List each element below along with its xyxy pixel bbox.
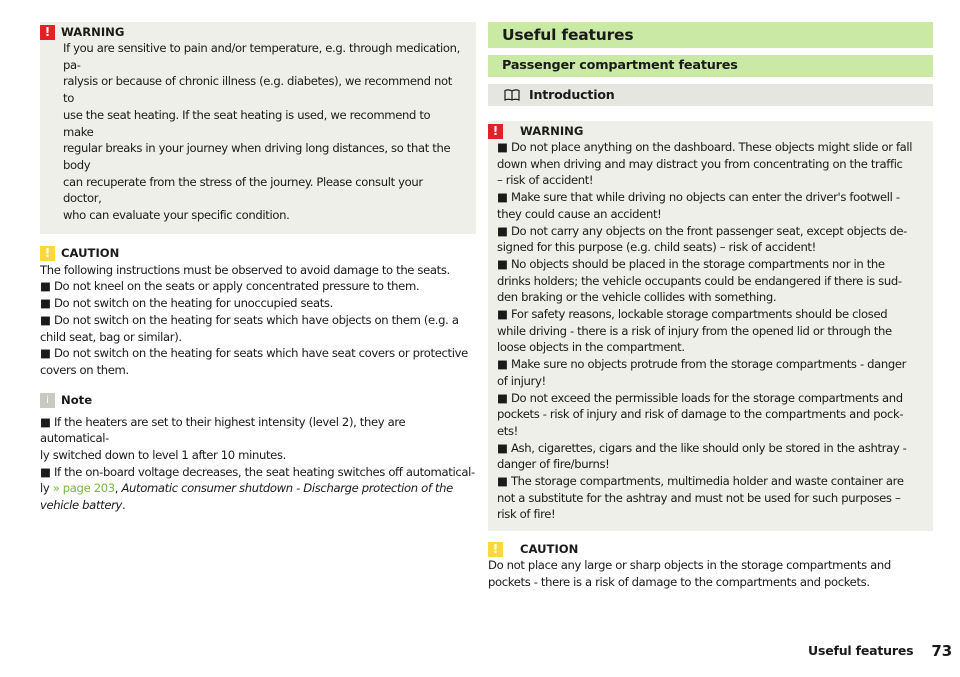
warning-text <box>63 40 464 224</box>
text-line: Do not place any large or sharp objects in the storage compartments and <box>488 558 891 573</box>
text-line: ■ Make sure no objects protrude from the storage compartments - danger <box>497 357 907 372</box>
text-line: – risk of accident! <box>497 173 594 188</box>
caution-title: CAUTION <box>61 246 120 261</box>
warning-header <box>488 123 921 139</box>
text-line: ■ If the on-board voltage decreases, the seat heating switches off automatical- <box>40 464 475 479</box>
exclamation-icon: ! <box>488 124 503 139</box>
text-line: ■ For safety reasons, lockable storage compartments should be closed <box>497 307 888 322</box>
text-line <box>40 497 476 514</box>
warning-title: WARNING <box>61 24 125 39</box>
page-footer <box>808 643 952 660</box>
page-number: 73 <box>931 642 953 660</box>
note-text <box>40 414 476 514</box>
text-line: ■ Ash, cigarettes, cigars and the like should only be stored in the ashtray - <box>497 440 907 455</box>
text-line: covers on them. <box>40 362 129 377</box>
text-line: drinks holders; the vehicle occupants could be endangered if there is sud- <box>497 273 902 288</box>
caution-text <box>488 557 933 590</box>
warning-text <box>497 139 921 523</box>
subsection-title: Introduction <box>529 87 615 102</box>
text-line <box>40 480 476 497</box>
text-line: The following instructions must be observed to avoid damage to the seats. <box>40 262 450 277</box>
chapter-heading: Useful features <box>488 22 933 48</box>
left-column <box>40 22 476 514</box>
text-line: ■ Do not exceed the permissible loads for the storage compartments and <box>497 390 903 405</box>
text-line: ■ Do not switch on the heating for seats which have objects on them (e.g. a <box>40 312 459 327</box>
section-heading: Passenger compartment features <box>488 55 933 77</box>
caution-title: CAUTION <box>520 541 579 556</box>
text-fragment: . <box>122 498 126 513</box>
text-line: ■ Do not kneel on the seats or apply concentrated pressure to them. <box>40 279 420 294</box>
text-line: loose objects in the compartment. <box>497 340 685 355</box>
warning-box <box>488 121 933 531</box>
info-icon: i <box>40 393 55 408</box>
text-line: pockets - there is a risk of damage to the compartments and pockets. <box>488 574 870 589</box>
caution-icon: ! <box>40 246 55 261</box>
text-fragment: , <box>114 481 122 496</box>
text-line: ■ Do not place anything on the dashboard. These objects might slide or fall <box>497 140 913 154</box>
warning-title: WARNING <box>520 123 584 138</box>
exclamation-icon: ! <box>40 25 55 40</box>
text-line: of injury! <box>497 373 546 388</box>
caution-header <box>488 541 933 557</box>
text-line: child seat, bag or similar). <box>40 329 182 344</box>
text-line: danger of fire/burns! <box>497 457 610 472</box>
subsection-heading <box>488 84 933 106</box>
text-line: pockets - risk of injury and risk of damage to the compartments and pock- <box>497 407 904 422</box>
text-line: ■ The storage compartments, multimedia holder and waste container are <box>497 474 904 489</box>
text-line: ly switched down to level 1 after 10 minutes. <box>40 448 286 463</box>
text-line: ralysis or because of chronic illness (e.g. diabetes), we recommend not to <box>63 74 452 106</box>
text-line: who can evaluate your specific condition. <box>63 208 290 223</box>
text-line: down when driving and may distract you from concentrating on the traffic <box>497 156 903 171</box>
text-line: If you are sensitive to pain and/or temperature, e.g. through medication, pa- <box>63 41 461 72</box>
text-line: den braking or the vehicle collides with something. <box>497 290 777 305</box>
chapter-reference: Automatic consumer shutdown - Discharge protection of the <box>121 481 453 496</box>
text-line: regular breaks in your journey when driving long distances, so that the body <box>63 141 451 172</box>
text-line: not a substitute for the ashtray and must not be used for such purposes – <box>497 490 901 505</box>
chapter-reference: vehicle battery <box>40 498 123 513</box>
text-line: they could cause an accident! <box>497 206 662 221</box>
text-line: ■ If the heaters are set to their highest intensity (level 2), they are automatical- <box>40 414 406 446</box>
book-icon <box>504 89 520 101</box>
note-title: Note <box>61 393 93 408</box>
text-line: ■ Make sure that while driving no objects can enter the driver's footwell - <box>497 190 900 205</box>
warning-header <box>40 24 464 40</box>
text-line: use the seat heating. If the seat heating is used, we recommend to make <box>63 107 431 139</box>
right-column <box>488 22 933 591</box>
page-reference-link[interactable]: » page 203 <box>52 481 115 496</box>
warning-box <box>40 22 476 234</box>
text-line: ■ Do not switch on the heating for unoccupied seats. <box>40 296 333 311</box>
text-line: ets! <box>497 423 518 438</box>
text-line: risk of fire! <box>497 507 556 522</box>
caution-text <box>40 262 476 379</box>
text-line: ■ Do not carry any objects on the front passenger seat, except objects de- <box>497 223 908 238</box>
caution-icon: ! <box>488 542 503 557</box>
text-line: ■ Do not switch on the heating for seats which have seat covers or protective <box>40 346 468 361</box>
text-line: signed for this purpose (e.g. child seats) – risk of accident! <box>497 240 816 255</box>
note-header <box>40 393 476 409</box>
text-line: can recuperate from the stress of the journey. Please consult your doctor, <box>63 174 423 206</box>
caution-header <box>40 246 476 262</box>
footer-section-title: Useful features <box>808 643 914 658</box>
text-line: while driving - there is a risk of injury from the opened lid or through the <box>497 323 892 338</box>
text-fragment: ly <box>40 481 53 496</box>
text-line: ■ No objects should be placed in the storage compartments nor in the <box>497 256 885 271</box>
